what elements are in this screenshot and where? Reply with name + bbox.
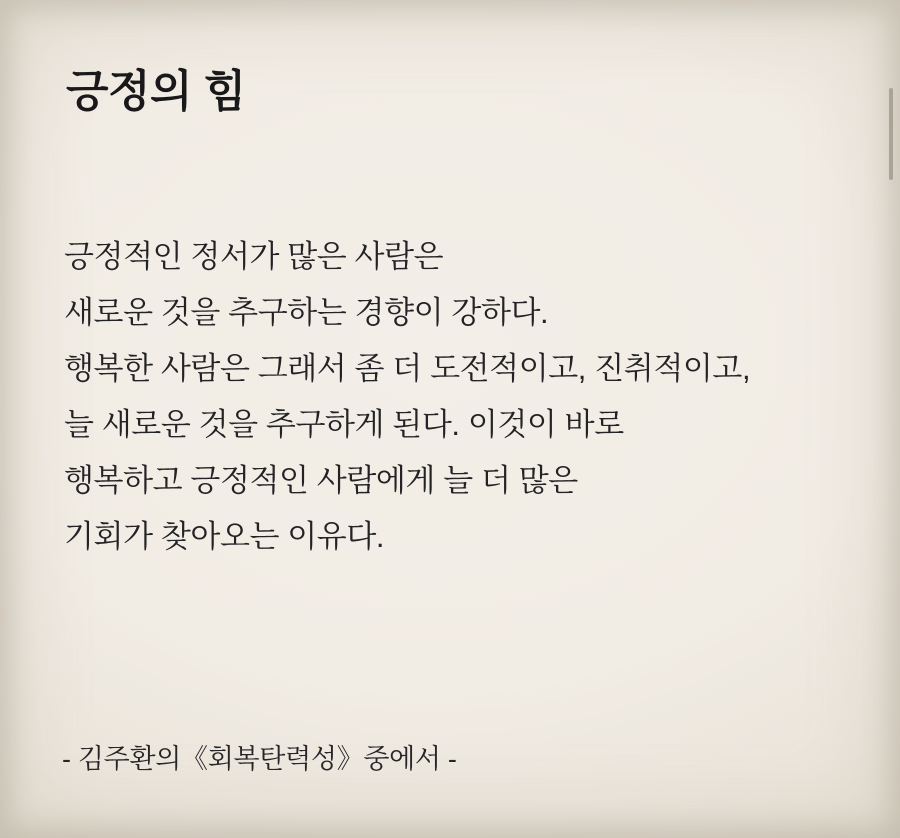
- quote-line: 긍정적인 정서가 많은 사람은: [64, 238, 444, 274]
- quote-line: 행복하고 긍정적인 사람에게 늘 더 많은: [64, 462, 578, 498]
- quote-line: 기회가 찾아오는 이유다.: [64, 518, 385, 554]
- quote-line: 행복한 사람은 그래서 좀 더 도전적이고, 진취적이고,: [64, 350, 751, 386]
- scrollbar-thumb[interactable]: [889, 88, 893, 180]
- quote-line: 늘 새로운 것을 추구하게 된다. 이것이 바로: [64, 406, 624, 442]
- quote-body: [62, 229, 830, 565]
- page-title: 긍정의 힘: [66, 67, 246, 116]
- quote-source-attribution: - 김주환의《회복탄력성》중에서 -: [62, 744, 457, 774]
- quote-line: 새로운 것을 추구하는 경향이 강하다.: [64, 294, 549, 330]
